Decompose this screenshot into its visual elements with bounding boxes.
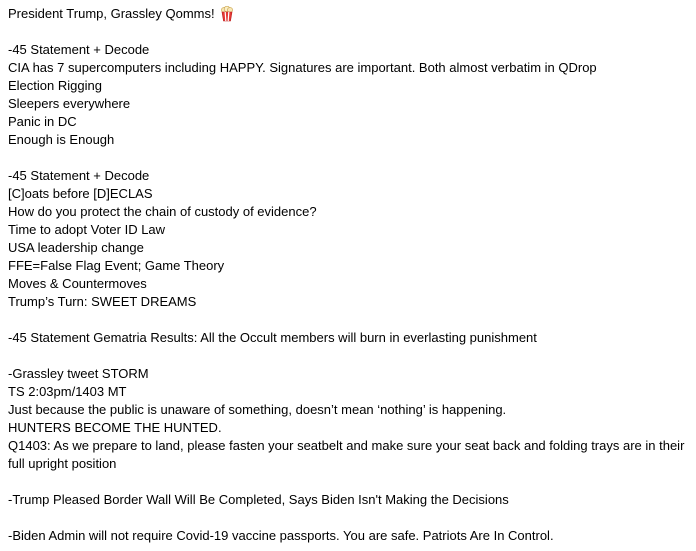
- section-2-line-0: -45 Statement Gematria Results: All the Occult members will burn in everlasting punishment: [8, 330, 537, 345]
- section-1-line-6: Moves & Countermoves: [8, 276, 147, 291]
- section-1-line-0: -45 Statement + Decode: [8, 168, 150, 183]
- section-3-line-2: Just because the public is unaware of something, doesn’t mean ‘nothing’ is happening.: [8, 402, 507, 417]
- section-spacer: [8, 149, 692, 167]
- section-0-line-0: -45 Statement + Decode: [8, 42, 150, 57]
- post-sections: [8, 41, 692, 545]
- post-title-row: [8, 5, 692, 23]
- section-0-line-2: Election Rigging: [8, 78, 102, 93]
- section-3-line-4: Q1403: As we prepare to land, please fasten your seatbelt and make sure your seat back and folding trays are in their full upright position: [8, 438, 685, 471]
- section-3-line-0: -Grassley tweet STORM: [8, 366, 149, 381]
- section-3-line-3: HUNTERS BECOME THE HUNTED.: [8, 420, 222, 435]
- section-spacer: [8, 509, 692, 527]
- spacer: [8, 23, 692, 41]
- section-1-line-1: [C]oats before [D]ECLAS: [8, 186, 153, 201]
- popcorn-icon: [219, 6, 235, 22]
- post-title: President Trump, Grassley Qomms!: [8, 6, 215, 21]
- document-body: [8, 5, 692, 545]
- section-5-line-0: -Biden Admin will not require Covid-19 vaccine passports. You are safe. Patriots Are In Control.: [8, 528, 554, 543]
- section-spacer: [8, 347, 692, 365]
- section-0-line-4: Panic in DC: [8, 114, 77, 129]
- section-0-line-1: CIA has 7 supercomputers including HAPPY. Signatures are important. Both almost verbatim in QDrop: [8, 60, 597, 75]
- section-1-line-5: FFE=False Flag Event; Game Theory: [8, 258, 225, 273]
- section-spacer: [8, 311, 692, 329]
- section-3-line-1: TS 2:03pm/1403 MT: [8, 384, 127, 399]
- section-4-line-0: -Trump Pleased Border Wall Will Be Completed, Says Biden Isn't Making the Decisions: [8, 492, 509, 507]
- section-1-line-7: Trump’s Turn: SWEET DREAMS: [8, 294, 197, 309]
- section-spacer: [8, 473, 692, 491]
- section-1-line-3: Time to adopt Voter ID Law: [8, 222, 166, 237]
- section-0-line-3: Sleepers everywhere: [8, 96, 131, 111]
- section-1-line-4: USA leadership change: [8, 240, 144, 255]
- section-0-line-5: Enough is Enough: [8, 132, 115, 147]
- section-1-line-2: How do you protect the chain of custody of evidence?: [8, 204, 317, 219]
